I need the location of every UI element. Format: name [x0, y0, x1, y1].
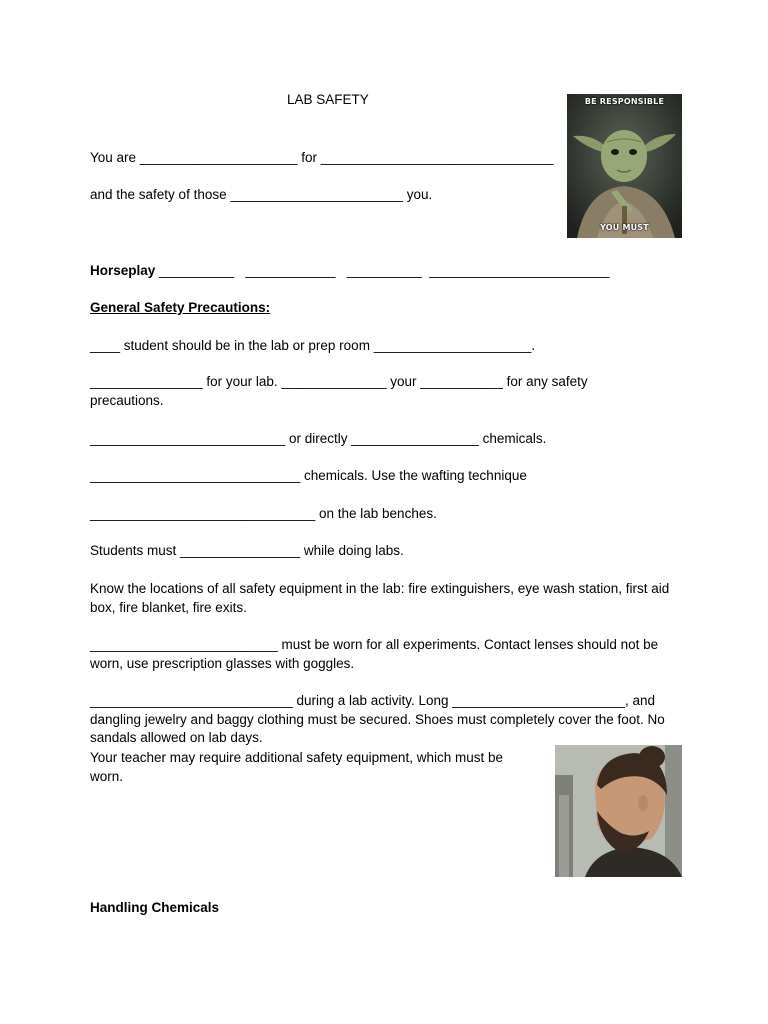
man-bun-photo — [555, 745, 682, 877]
page-title: LAB SAFETY — [287, 92, 369, 107]
horseplay-label: Horseplay — [90, 263, 156, 278]
fill-in-line-1: You are _____________________ for _______________________________ — [90, 150, 554, 165]
meme-bottom-text: YOU MUST — [600, 223, 649, 232]
fill-in-line-5: _______________ for your lab. ______________ your ___________ for any safety precautions. — [90, 374, 588, 408]
fill-in-line-8: ______________________________ on the lab benches. — [90, 506, 437, 521]
safety-equipment-paragraph: Know the locations of all safety equipment in the lab: fire extinguishers, eye wash station, first aid box, fire blanket, fire exits. — [90, 581, 670, 615]
fill-in-line-4: ____ student should be in the lab or prep room _____________________. — [90, 338, 536, 353]
fill-in-line-6: __________________________ or directly _________________ chemicals. — [90, 431, 547, 446]
handling-chemicals-heading: Handling Chemicals — [90, 900, 220, 915]
yoda-illustration — [567, 94, 682, 238]
fill-in-line-7: ____________________________ chemicals. Use the wafting technique — [90, 468, 527, 483]
general-safety-heading: General Safety Precautions: — [90, 300, 271, 315]
horseplay-line — [90, 262, 610, 281]
yoda-meme-image — [567, 94, 682, 238]
fill-in-line-9: Students must ________________ while doing labs. — [90, 543, 404, 558]
horseplay-blanks: __________ ____________ __________ ________________________ — [155, 263, 610, 278]
additional-equipment-paragraph: Your teacher may require additional safety equipment, which must be worn. — [90, 750, 503, 784]
fill-in-line-2: and the safety of those _______________________ you. — [90, 187, 433, 202]
goggles-paragraph: _________________________ must be worn for all experiments. Contact lenses should not be worn, use prescription glasses with goggles. — [90, 637, 659, 671]
man-bun-illustration — [555, 745, 682, 877]
attire-paragraph: ___________________________ during a lab activity. Long _______________________, and dangling jewelry and baggy clothing must be secured. Shoes must completely cover the foot. No sandals allowed on lab days. — [90, 693, 665, 745]
meme-top-text: BE RESPONSIBLE — [584, 97, 665, 106]
